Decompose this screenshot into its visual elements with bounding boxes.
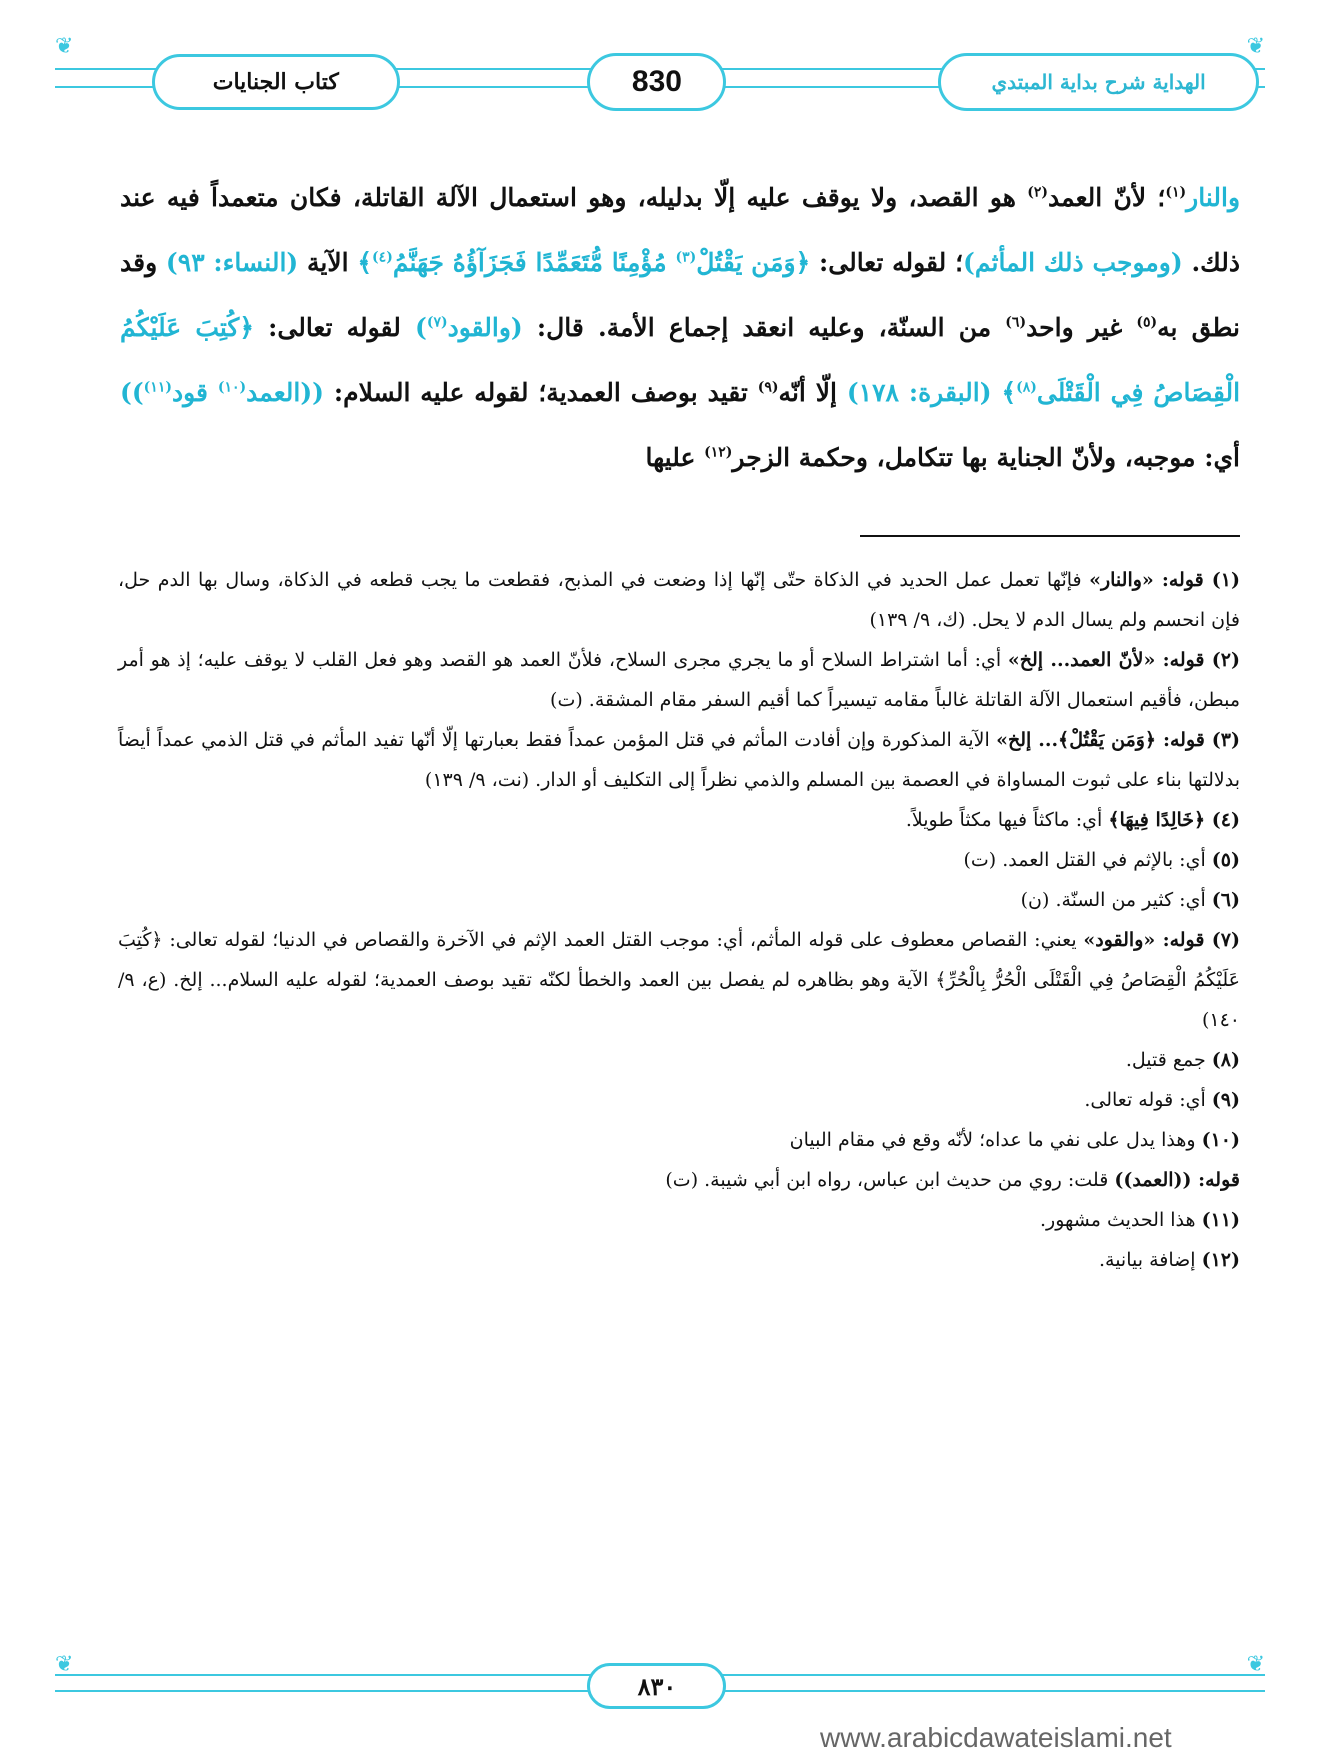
footnote-lead: (٦) xyxy=(1211,889,1240,911)
page-footer xyxy=(55,1652,1265,1706)
footnote xyxy=(118,560,1240,640)
quran-span: مُؤْمِنًا مُّتَعَمِّدًا فَجَزَآؤُهُ جَهَنَّمُ xyxy=(392,248,676,277)
footnote xyxy=(118,880,1240,920)
text-span: ؛ لأنّ العمد xyxy=(1048,183,1166,212)
footnote xyxy=(118,1040,1240,1080)
footnote-ref: (٧) xyxy=(426,314,448,331)
footnote-text: جمع قتيل. xyxy=(1125,1049,1212,1071)
footnote-lead: (١١) xyxy=(1201,1209,1240,1231)
ornament-icon: ❦ xyxy=(1246,1652,1265,1677)
matn-span: (وموجب ذلك المأثم) xyxy=(963,248,1183,277)
footnote xyxy=(118,920,1240,1040)
footnote-lead: (٧) قوله: «والقود» xyxy=(1083,929,1240,951)
footnote-text: أي: قوله تعالى. xyxy=(1084,1089,1212,1111)
text-span: من السنّة، وعليه انعقد إجماع الأمة. قال: xyxy=(522,313,1006,342)
matn-span: ) xyxy=(414,313,427,342)
quran-span: ﴿كُتِبَ عَلَيْكُمُ الْقِصَاصُ فِي الْقَتْلَى xyxy=(120,313,1241,407)
footnote-text: أي: كثير من السنّة. (ن) xyxy=(1020,889,1212,911)
footnote xyxy=(118,840,1240,880)
ornament-icon: ❦ xyxy=(1246,34,1265,59)
ornament-icon: ❦ xyxy=(55,34,74,59)
footer-page-number: ٨٣٠ xyxy=(587,1663,726,1709)
footnote-ref: (٢) xyxy=(1027,184,1049,201)
footnote-lead: قوله: ((العمد)) xyxy=(1114,1169,1240,1191)
footnote-ref: (١) xyxy=(1165,184,1187,201)
footnote-ref: (٥) xyxy=(1136,314,1158,331)
footnote-lead: (١٠) xyxy=(1201,1129,1240,1151)
footnote-ref: (٦) xyxy=(1005,314,1027,331)
footnote-text: وهذا يدل على نفي ما عداه؛ لأنّه وقع في مقام البيان xyxy=(789,1129,1202,1151)
footnote-lead: (١٢) xyxy=(1201,1249,1240,1271)
text-span: وقد نطق به xyxy=(120,248,1240,342)
footnote-lead: (٣) قوله: ﴿وَمَن يَقْتُلْ﴾... إلخ» xyxy=(996,729,1240,751)
quran-span: ﴿وَمَن يَقْتُلْ xyxy=(696,248,811,277)
ref-span: (البقرة: ١٧٨) xyxy=(846,378,992,407)
footnote xyxy=(118,1160,1240,1200)
footnote xyxy=(118,720,1240,800)
footnote-ref: (٨) xyxy=(1016,379,1037,396)
footnote-text: هذا الحديث مشهور. xyxy=(1040,1209,1202,1231)
footnote-lead: (١) قوله: «والنار» xyxy=(1089,569,1240,591)
footnote-text: أي: أما اشتراط السلاح أو ما يجري مجرى السلاح، فلأنّ العمد هو القصد وهو فعل القلب لا يوقف عليه؛ إذ هو أمر مبطن، فأقيم استعمال الآلة القاتلة غالباً مقامه تيسيراً كما أقيم السفر مقام المشقة. (ت) xyxy=(118,649,1240,711)
footnote-text: أي: بالإثم في القتل العمد. (ت) xyxy=(963,849,1212,871)
page-header xyxy=(55,34,1265,110)
page-number: 830 xyxy=(587,53,726,111)
footnote-ref: (١١) xyxy=(143,379,172,396)
text-span: إلّا أنّه xyxy=(778,378,847,407)
footnote-ref: (٤) xyxy=(372,249,393,266)
footnote-lead: (٥) xyxy=(1211,849,1240,871)
footnote-lead: (٨) xyxy=(1211,1049,1240,1071)
text-span: هو القصد، ولا يوقف عليه إلّا بدليله، وهو استعمال الآلة القاتلة، فكان متعمداً فيه عند ذلك. xyxy=(120,183,1240,277)
footnote-lead: (٤) ﴿خَالِدًا فِيهَا﴾ xyxy=(1108,809,1240,831)
footnote-lead: (٢) قوله: «لأنّ العمد... إلخ» xyxy=(1007,649,1240,671)
footnote xyxy=(118,1080,1240,1120)
footnote-lead: (٩) xyxy=(1211,1089,1240,1111)
text-span: الآية xyxy=(298,248,358,277)
footnote-text: الآية المذكورة وإن أفادت المأثم في قتل المؤمن عمداً فقط بعبارتها إلّا أنّها تفيد المأثم في قتل الذمي عمداً أيضاً بدلالتها بناء على ثبوت المساواة في العصمة بين المسلم والذمي نظراً إلى التكليف أو الدار. (نت، ٩/ ١٣٩) xyxy=(118,729,1240,791)
footnote-ref: (١٠) xyxy=(217,379,247,396)
footnote-text: أي: ماكثاً فيها مكثاً طويلاً. xyxy=(905,809,1109,831)
ornament-icon: ❦ xyxy=(55,1652,74,1677)
hadith-span: ((العمد xyxy=(246,378,325,407)
footnote-ref: (٣) xyxy=(675,249,697,266)
text-span: تقيد بوصف العمدية؛ لقوله عليه السلام: xyxy=(324,378,758,407)
main-text xyxy=(120,165,1240,490)
footnote xyxy=(118,800,1240,840)
ref-span: (النساء: ٩٣) xyxy=(165,248,299,277)
matn-span: (والقود xyxy=(447,313,523,342)
matn-span: والنار xyxy=(1186,183,1241,212)
quran-span: ﴾ xyxy=(357,248,373,277)
footnote-text: يعني: القصاص معطوف على قوله المأثم، أي: موجب القتل العمد الإثم في الآخرة والقصاص في الدنيا؛ لقوله تعالى: ﴿كُتِبَ عَلَيْكُمُ الْقِصَاصُ فِي الْقَتْلَى الْحُرُّ بِالْحُرِّ﴾ الآية وهو بظاهره لم يفصل بين العمد والخطأ لكنّه تقيد بوصف العمدية؛ لقوله عليه السلام... إلخ. (ع، ٩/ ١٤٠) xyxy=(118,929,1240,1031)
footnote-ref: (١٢) xyxy=(704,444,733,461)
footnote xyxy=(118,640,1240,720)
text-span: ؛ لقوله تعالى: xyxy=(810,248,964,277)
hadith-span: قود xyxy=(171,378,218,407)
hadith-span: )) xyxy=(120,378,144,407)
footnote xyxy=(118,1120,1240,1160)
text-span: عليها xyxy=(645,443,705,472)
footnote-text: إضافة بيانية. xyxy=(1098,1249,1202,1271)
quran-span: ﴾ xyxy=(1001,378,1017,407)
footnote-separator xyxy=(860,535,1240,537)
footnote-text: فإنّها تعمل عمل الحديد في الذكاة حتّى إنّها إذا وضعت في المذبح، فقطعت ما يجب قطعه في الذكاة، وسال بها الدم حل، فإن انحسم ولم يسال الدم لا يحل. (ك، ٩/ ١٣٩) xyxy=(118,569,1240,631)
chapter-title: كتاب الجنايات xyxy=(152,54,400,110)
footnotes xyxy=(118,560,1240,1280)
footnote xyxy=(118,1200,1240,1240)
text-span: لقوله تعالى: xyxy=(253,313,415,342)
book-title: الهداية شرح بداية المبتدي xyxy=(938,53,1259,111)
text-span: أي: موجبه، ولأنّ الجناية بها تتكامل، وحكمة الزجر xyxy=(732,443,1240,472)
footnote xyxy=(118,1240,1240,1280)
footnote-text: قلت: روي من حديث ابن عباس، رواه ابن أبي شيبة. (ت) xyxy=(665,1169,1115,1191)
site-url[interactable]: www.arabicdawateislami.net xyxy=(820,1722,1172,1753)
footnote-ref: (٩) xyxy=(757,379,779,396)
text-span: غير واحد xyxy=(1026,313,1137,342)
